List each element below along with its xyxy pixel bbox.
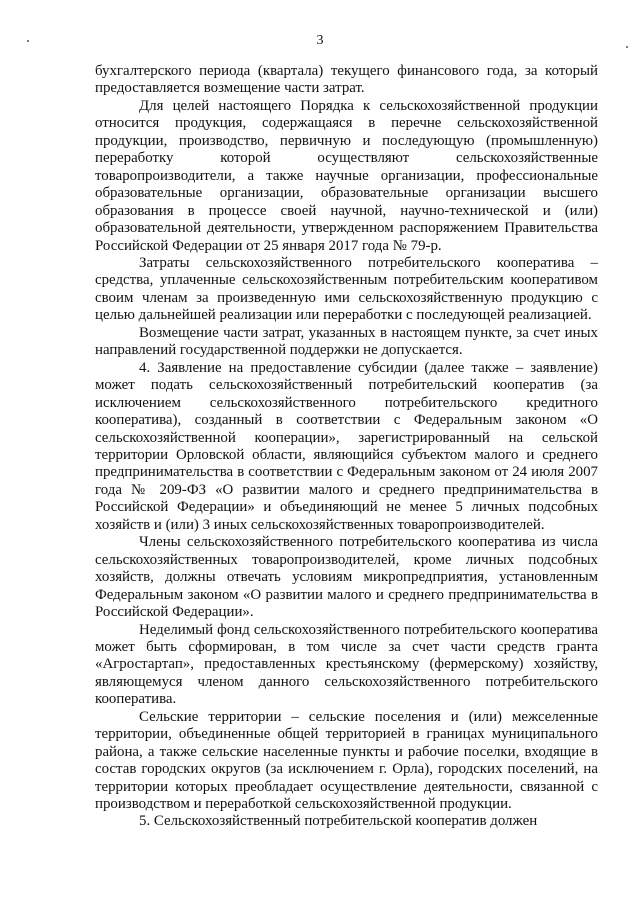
paragraph: Неделимый фонд сельскохозяйственного потребительского кооператива может быть сформирован, в том числе за счет части средств гранта «Агростартап», предоставленных крестьянскому (фермерскому) хозяйству, являющемуся членом данного сельскохозяйственного потребительского кооператива. [95, 621, 598, 708]
page-number: 3 [316, 33, 324, 48]
paragraph: Затраты сельскохозяйственного потребительского кооператива – средства, уплаченные сельскохозяйственным потребительским кооперативом своим членам за произведенную ими сельскохозяйственную продукцию с целью дальнейшей реализации или переработки с последующей реализацией. [95, 254, 598, 324]
paragraph: Возмещение части затрат, указанных в настоящем пункте, за счет иных направлений государственной поддержки не допускается. [95, 324, 598, 359]
paragraph: Для целей настоящего Порядка к сельскохозяйственной продукции относится продукция, содержащаяся в перечне сельскохозяйственной продукции, производство, первичную и последующую (промышленную) переработку которой осуществляют сельскохозяйственные товаропроизводители, а также научные организации, профессиональные образовательные организации, образовательные организации высшего образования в процессе своей научной, научно-технической и (или) образовательной деятельности, утвержденном распоряжением Правительства Российской Федерации от 25 января 2017 года № 79-р. [95, 97, 598, 254]
paragraph: 4. Заявление на предоставление субсидии (далее также – заявление) может подать сельскохозяйственный потребительский кооператив (за исключением сельскохозяйственного потребительского кредитного кооператива), созданный в соответствии с Федеральным законом «О сельскохозяйственной кооперации», зарегистрированный на сельской территории Орловской области, являющийся субъектом малого и среднего предпринимательства в соответствии с Федеральным законом от 24 июля 2007 года № 209-ФЗ «О развитии малого и среднего предпринимательства в Российской Федерации» и объединяющий не менее 5 личных подсобных хозяйств и (или) 3 иных сельскохозяйственных товаропроизводителей. [95, 359, 598, 533]
paragraph: Сельские территории – сельские поселения и (или) межселенные территории, объединенные общей территорией в границах муниципального района, а также сельские населенные пункты и рабочие поселки, входящие в состав городских округов (за исключением г. Орла), городских поселений, на территории которых преобладает осуществление деятельности, связанной с производством и переработкой сельскохозяйственной продукции. [95, 708, 598, 813]
paragraph: 5. Сельскохозяйственный потребительской кооператив должен [139, 813, 538, 830]
paragraph: Члены сельскохозяйственного потребительского кооператива из числа сельскохозяйственных товаропроизводителей, кроме личных подсобных хозяйств, должны отвечать условиям микропредприятия, установленным Федеральным законом «О развитии малого и среднего предпринимательства в Российской Федерации». [95, 534, 598, 621]
paragraph: бухгалтерского периода (квартала) текущего финансового года, за который предоставляется возмещение части затрат. [95, 63, 598, 97]
document-body [95, 63, 598, 831]
